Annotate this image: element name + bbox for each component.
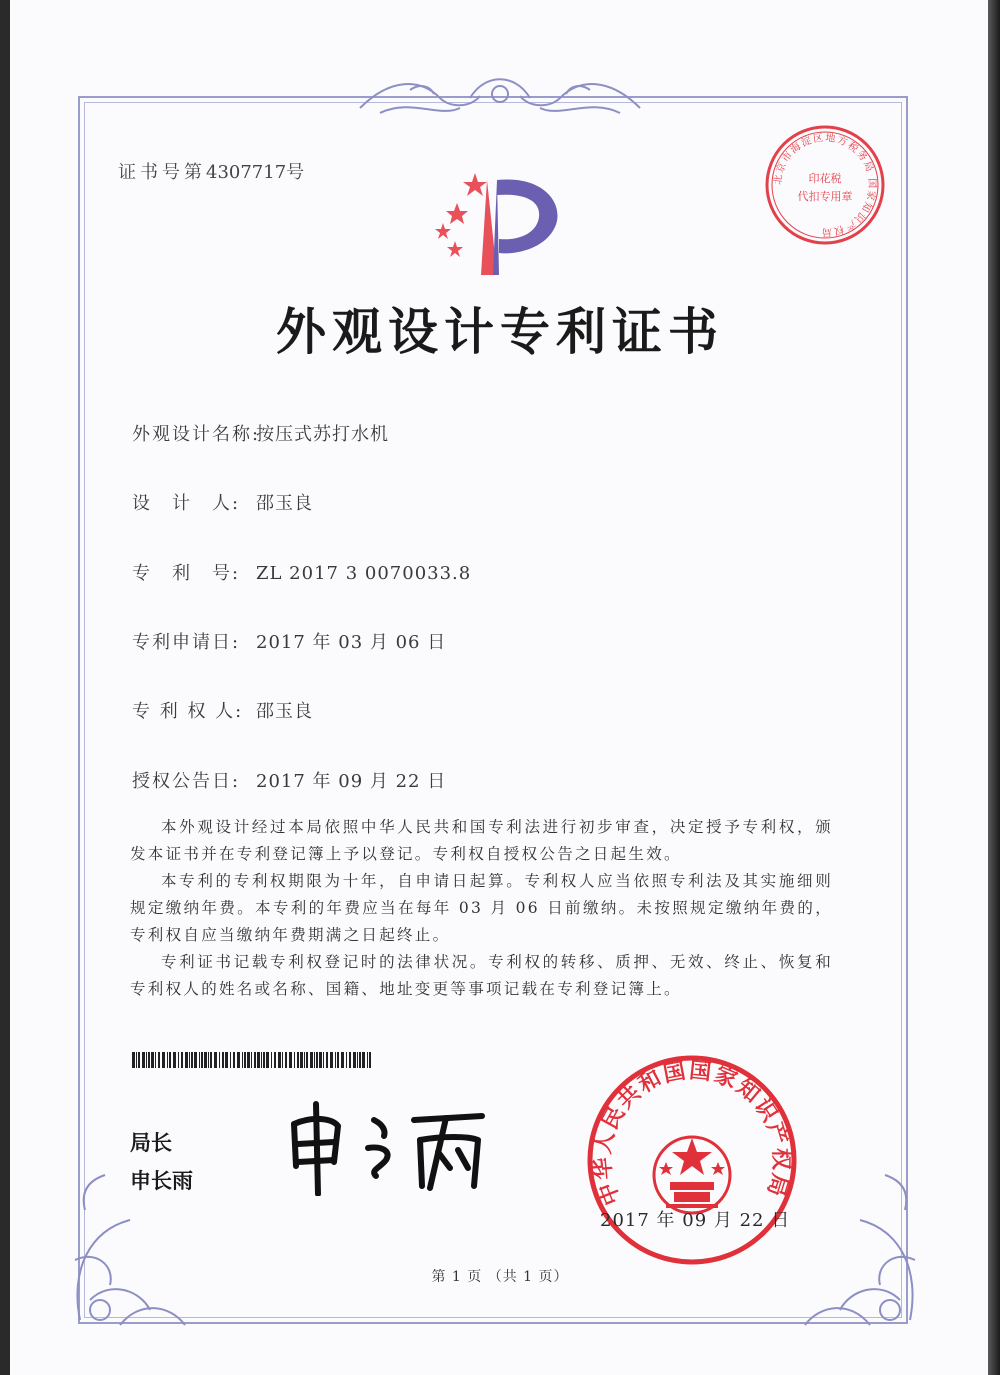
barcode-bar <box>225 1052 228 1068</box>
barcode-bar <box>359 1052 361 1068</box>
field-application-date <box>132 628 446 654</box>
barcode-bar <box>362 1052 365 1068</box>
field-label: 授权公告日: <box>132 771 241 792</box>
barcode-bar <box>208 1052 209 1068</box>
small-seal-ring-text: 北京市海淀区地方税务局 国家知识产权局 <box>772 132 878 238</box>
barcode-bar <box>353 1052 356 1068</box>
barcode-bar <box>167 1052 168 1068</box>
barcode-bar <box>222 1052 224 1068</box>
national-emblem-icon <box>654 1137 730 1213</box>
barcode <box>132 1052 374 1068</box>
scan-edge-left <box>0 0 10 1375</box>
barcode-bar <box>189 1052 190 1068</box>
field-patent-number <box>132 559 471 585</box>
field-patentee <box>132 697 313 723</box>
barcode-bar <box>204 1052 207 1068</box>
official-seal <box>582 1050 802 1270</box>
barcode-bar <box>271 1052 272 1068</box>
legal-paragraph: 专利证书记载专利权登记时的法律状况。专利权的转移、质押、无效、终止、恢复和专利权人的姓名或名称、国籍、地址变更等事项记载在专利登记簿上。 <box>130 953 833 998</box>
field-design-name <box>132 420 389 446</box>
barcode-bar <box>233 1052 235 1068</box>
barcode-bar <box>367 1052 368 1068</box>
barcode-bar <box>214 1052 217 1068</box>
field-label: 专 利 权 人: <box>132 701 244 722</box>
barcode-bar <box>142 1052 145 1068</box>
barcode-bar <box>330 1052 333 1068</box>
barcode-bar <box>278 1052 281 1068</box>
barcode-bar <box>319 1052 322 1068</box>
barcode-bar <box>244 1052 246 1068</box>
page-footer: 第 1 页 （共 1 页） <box>431 1269 569 1285</box>
barcode-bar <box>138 1052 140 1068</box>
director-block <box>130 1124 193 1200</box>
barcode-bar <box>201 1052 203 1068</box>
barcode-bar <box>316 1052 318 1068</box>
seal-date: 2017 年 09 月 22 日 <box>600 1210 791 1231</box>
director-signature <box>282 1096 492 1196</box>
barcode-bar <box>274 1052 276 1068</box>
barcode-bar <box>254 1052 256 1068</box>
field-designer <box>132 489 313 515</box>
field-value: 按压式苏打水机 <box>256 424 389 445</box>
barcode-bar <box>181 1052 183 1068</box>
barcode-bar <box>349 1052 351 1068</box>
barcode-bar <box>314 1052 315 1068</box>
barcode-bar <box>178 1052 179 1068</box>
seal-ring-text: 中华人民共和国国家知识产权局 <box>590 1058 794 1209</box>
legal-paragraph: 本专利的专利权期限为十年，自申请日起算。专利权人应当依照专利法及其实施细则规定缴纳年费。本专利的年费应当在每年 03 月 06 日前缴纳。未按照规定缴纳年费的，专利权自应当缴纳年费期满之日起终止。 <box>130 872 833 944</box>
certificate-number-suffix: 号 <box>286 162 309 183</box>
barcode-bar <box>326 1052 328 1068</box>
legal-text <box>130 814 833 1003</box>
barcode-bar <box>194 1052 197 1068</box>
barcode-bar <box>341 1052 344 1068</box>
barcode-bar <box>289 1052 292 1068</box>
barcode-bar <box>199 1052 200 1068</box>
field-label: 专 利 号: <box>132 563 241 584</box>
barcode-bar <box>251 1052 252 1068</box>
small-seal-line1: 印花税 <box>808 172 842 185</box>
barcode-bar <box>261 1052 262 1068</box>
field-value: 邵玉良 <box>256 701 313 722</box>
barcode-bar <box>346 1052 347 1068</box>
field-value: 邵玉良 <box>256 493 313 514</box>
barcode-bar <box>263 1052 265 1068</box>
field-value: ZL 2017 3 0070033.8 <box>256 563 472 584</box>
barcode-bar <box>219 1052 220 1068</box>
small-seal-line2: 代扣专用章 <box>797 190 853 203</box>
director-name: 申长雨 <box>130 1169 193 1193</box>
bottom-right-ornament <box>790 1150 930 1330</box>
barcode-bar <box>247 1052 250 1068</box>
field-label: 外观设计名称: <box>132 424 261 445</box>
field-value: 2017 年 09 月 22 日 <box>256 771 447 792</box>
barcode-bar <box>335 1052 336 1068</box>
barcode-bar <box>285 1052 287 1068</box>
barcode-bar <box>173 1052 176 1068</box>
barcode-bar <box>148 1052 150 1068</box>
stamp-duty-seal <box>760 120 890 250</box>
barcode-bar <box>357 1052 358 1068</box>
barcode-bar <box>266 1052 269 1068</box>
legal-paragraph: 本外观设计经过本局依照中华人民共和国专利法进行初步审查，决定授予专利权，颁发本证书并在专利登记簿上予以登记。专利权自授权公告之日起生效。 <box>130 818 833 863</box>
certificate-number-label: 证书号第 <box>118 162 206 183</box>
barcode-bar <box>230 1052 231 1068</box>
barcode-bar <box>297 1052 299 1068</box>
barcode-bar <box>310 1052 313 1068</box>
barcode-bar <box>132 1052 135 1068</box>
barcode-bar <box>162 1052 165 1068</box>
barcode-bar <box>158 1052 160 1068</box>
barcode-bar <box>369 1052 371 1068</box>
certificate-title: 外观设计专利证书 <box>276 303 724 361</box>
barcode-bar <box>257 1052 260 1068</box>
patent-office-logo <box>415 165 575 280</box>
field-label: 设 计 人: <box>132 493 241 514</box>
director-title: 局长 <box>130 1131 172 1155</box>
barcode-bar <box>146 1052 147 1068</box>
barcode-bar <box>210 1052 212 1068</box>
barcode-bar <box>282 1052 283 1068</box>
barcode-bar <box>323 1052 324 1068</box>
barcode-bar <box>294 1052 295 1068</box>
barcode-bar <box>337 1052 339 1068</box>
field-label: 专利申请日: <box>132 632 241 653</box>
certificate-number <box>118 158 308 184</box>
barcode-bar <box>169 1052 171 1068</box>
barcode-bar <box>185 1052 188 1068</box>
barcode-bar <box>155 1052 156 1068</box>
top-ornament <box>350 68 650 128</box>
certificate-number-value: 4307717 <box>206 162 287 183</box>
barcode-bar <box>300 1052 303 1068</box>
field-value: 2017 年 03 月 06 日 <box>256 632 447 653</box>
barcode-bar <box>151 1052 154 1068</box>
barcode-bar <box>304 1052 305 1068</box>
barcode-bar <box>136 1052 137 1068</box>
scan-edge-right <box>988 0 1000 1375</box>
barcode-bar <box>306 1052 308 1068</box>
barcode-bar <box>242 1052 243 1068</box>
field-grant-date <box>132 767 446 793</box>
barcode-bar <box>237 1052 240 1068</box>
barcode-bar <box>191 1052 193 1068</box>
